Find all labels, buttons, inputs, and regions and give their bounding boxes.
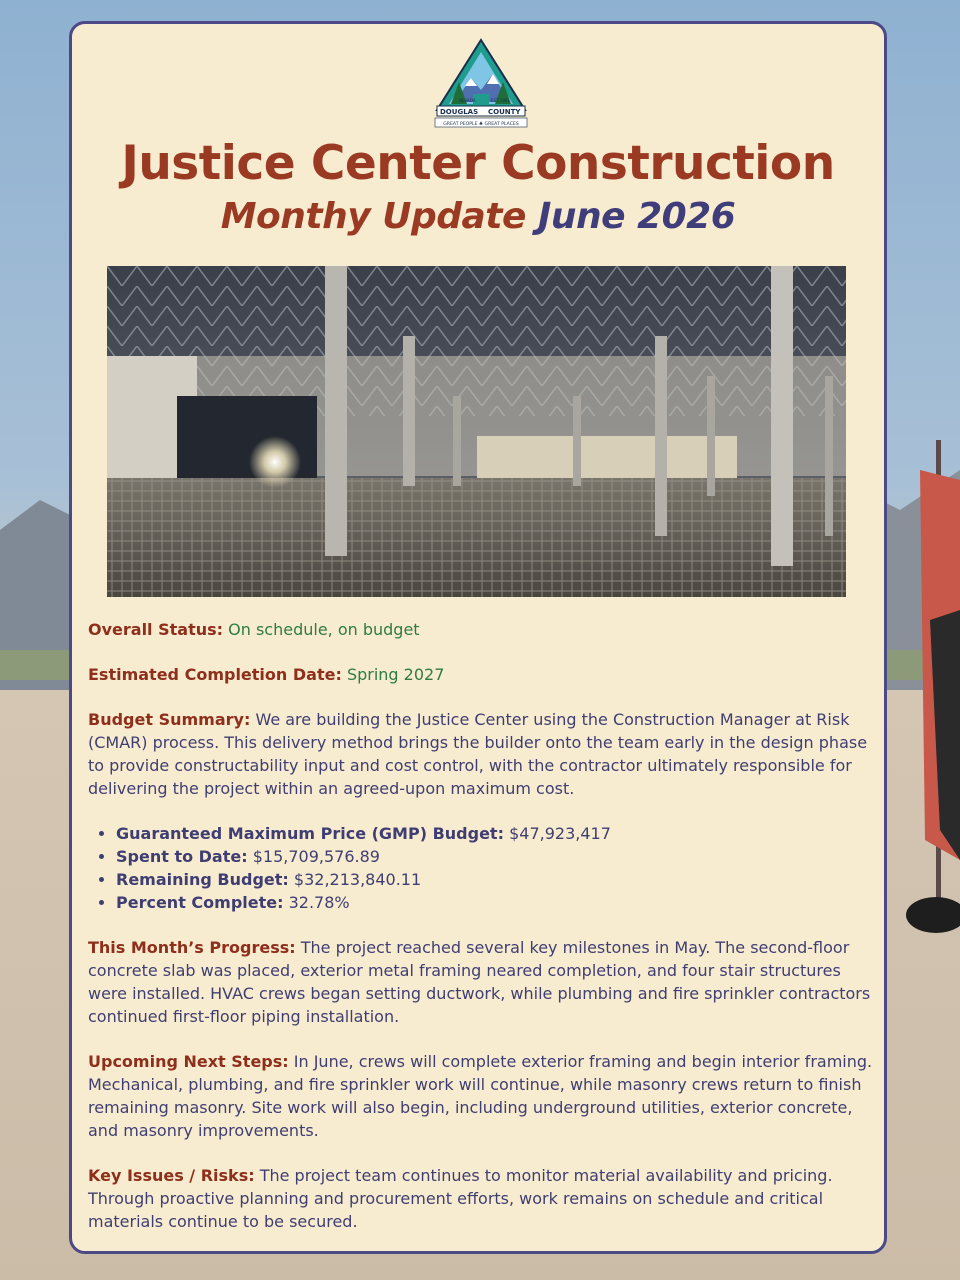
logo-tagline: GREAT PEOPLE ♣ GREAT PLACES bbox=[443, 122, 519, 127]
overall-status bbox=[88, 618, 878, 641]
budget-summary bbox=[88, 708, 878, 800]
budget-item-label: Guaranteed Maximum Price (GMP) Budget: bbox=[116, 824, 504, 843]
douglas-county-logo-icon bbox=[433, 38, 529, 130]
logo-top-right: EST 1861 bbox=[491, 98, 510, 103]
overall-status-label: Overall Status: bbox=[88, 620, 224, 639]
next-steps bbox=[88, 1050, 878, 1142]
overall-status-value: On schedule, on budget bbox=[228, 620, 420, 639]
budget-summary-label: Budget Summary: bbox=[88, 710, 251, 729]
page-subtitle bbox=[72, 196, 884, 237]
budget-item-value: $32,213,840.11 bbox=[293, 870, 422, 889]
subtitle-date: June 2026 bbox=[537, 196, 736, 237]
construction-site-photo bbox=[107, 266, 846, 597]
monthly-progress-text: The project reached several key milestones in May. The second-floor concrete slab was placed, exterior metal framing neared completion, and four stair structures were installed. HVAC crews began setting ductwork, while plumbing and fire sprinkler contractors continued first-floor piping installation. bbox=[88, 938, 871, 1026]
budget-item-label: Spent to Date: bbox=[116, 847, 248, 866]
key-risks-label: Key Issues / Risks: bbox=[88, 1166, 255, 1185]
monthly-progress bbox=[88, 936, 878, 1028]
background-banner bbox=[900, 440, 960, 940]
budget-list bbox=[88, 822, 878, 914]
budget-item-value: $15,709,576.89 bbox=[252, 847, 380, 866]
completion-date-value: Spring 2027 bbox=[346, 665, 445, 684]
budget-item-value: $47,923,417 bbox=[509, 824, 611, 843]
next-steps-text: In June, crews will complete exterior framing and begin interior framing. Mechanical, plumbing, and fire sprinkler work will continue, while masonry crews return to finish remaining masonry. Site work will also begin, including underground utilities, exterior concrete, and masonry improvements. bbox=[88, 1052, 873, 1140]
logo-top-left: NEVADA bbox=[459, 98, 476, 103]
page-title: Justice Center Construction bbox=[121, 136, 835, 191]
budget-summary-text: We are building the Justice Center using the Construction Manager at Risk (CMAR) process. This delivery method brings the builder onto the team early in the design phase to provide constructability input and cost control, with the contractor ultimately responsible for delivering the project within an agreed-upon maximum cost. bbox=[88, 710, 868, 798]
list-item bbox=[116, 845, 878, 868]
list-item bbox=[116, 868, 878, 891]
completion-date bbox=[88, 663, 878, 686]
budget-item-label: Percent Complete: bbox=[116, 893, 284, 912]
next-steps-label: Upcoming Next Steps: bbox=[88, 1052, 289, 1071]
logo-name-left: DOUGLAS bbox=[440, 108, 479, 116]
update-card bbox=[69, 21, 887, 1254]
key-risks-text: The project team continues to monitor material availability and pricing. Through proactive planning and procurement efforts, work remains on schedule and critical materials continue to be secured. bbox=[88, 1166, 833, 1231]
budget-item-value: 32.78% bbox=[288, 893, 350, 912]
list-item bbox=[116, 822, 878, 845]
key-risks bbox=[88, 1164, 878, 1233]
subtitle-main: Monthy Update bbox=[220, 196, 526, 237]
budget-item-label: Remaining Budget: bbox=[116, 870, 289, 889]
completion-date-label: Estimated Completion Date: bbox=[88, 665, 342, 684]
update-content bbox=[88, 618, 878, 1255]
monthly-progress-label: This Month’s Progress: bbox=[88, 938, 296, 957]
list-item bbox=[116, 891, 878, 914]
logo-name-right: COUNTY bbox=[488, 108, 521, 116]
